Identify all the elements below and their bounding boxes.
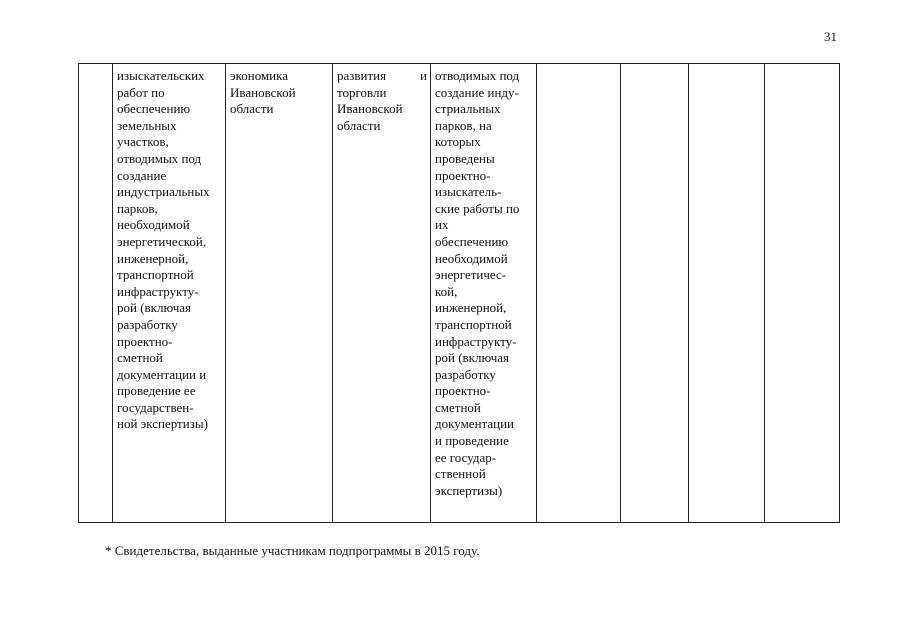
cell-text-line: отводимых под — [117, 150, 202, 166]
cell-text-line: развития и — [337, 68, 427, 83]
cell-text-line: изыскатель- — [435, 184, 502, 200]
cell-text-line: кой, — [435, 283, 458, 299]
page-number: 31 — [824, 29, 837, 44]
cell-text-line: ной экспертизы) — [117, 416, 208, 432]
cell-text-line: обеспечению — [435, 233, 509, 249]
cell-text-line: ственной — [435, 466, 486, 482]
cell-text-line: ее государ- — [435, 449, 497, 465]
table-cell-department — [226, 64, 333, 523]
cell-text-line: документации — [435, 416, 515, 432]
cell-text-line: участков, — [117, 134, 169, 150]
cell-text-line: инженерной, — [435, 300, 507, 316]
cell-text-line: инженерной, — [117, 250, 189, 266]
cell-text-line: инфраструкту- — [435, 333, 517, 349]
table-cell-activity — [113, 64, 226, 523]
table-cell-empty — [621, 64, 689, 523]
cell-text-line: экспертизы) — [435, 482, 503, 498]
cell-text-line: Ивановской — [230, 84, 296, 100]
cell-text-line: проектно- — [435, 383, 491, 399]
cell-text-line: области — [230, 101, 274, 117]
cell-text-line: создание инду- — [435, 84, 519, 100]
cell-text-line: земельных — [117, 117, 177, 133]
cell-text-line: торговли — [337, 84, 387, 100]
cell-text-line: которых — [435, 134, 481, 150]
cell-text-line: парков, — [117, 200, 158, 216]
cell-text-line: разработку — [435, 366, 496, 382]
cell-text-line: необходимой — [435, 250, 508, 266]
cell-text-line: инфраструкту- — [117, 283, 199, 299]
cell-text-line: проведение ее — [117, 383, 196, 399]
cell-text-line: и проведение — [435, 433, 509, 449]
cell-text-line: отводимых под — [435, 68, 520, 83]
cell-text-line: области — [337, 117, 381, 133]
table-row — [79, 64, 840, 523]
cell-text-line: экономика — [230, 68, 289, 83]
cell-text-line: стриальных — [435, 101, 501, 117]
cell-text-line: ские работы по — [435, 200, 520, 216]
cell-text-line: их — [435, 217, 449, 233]
cell-text-line: проектно- — [435, 167, 491, 183]
cell-text-line: проведены — [435, 150, 495, 166]
cell-text-line: работ по — [117, 84, 165, 100]
cell-text-line: энергетичес- — [435, 267, 507, 283]
table-cell-department-2 — [333, 64, 431, 523]
cell-text-line: энергетической, — [117, 233, 207, 249]
cell-text-line: государствен- — [117, 399, 194, 415]
cell-text-line: сметной — [435, 399, 481, 415]
cell-text-line: рой (включая — [435, 350, 509, 366]
cell-text-line: индустриальных — [117, 184, 210, 200]
cell-text-line: парков, на — [435, 117, 492, 133]
cell-text-line: сметной — [117, 350, 163, 366]
cell-text-line: необходимой — [117, 217, 190, 233]
cell-text-line: транспортной — [435, 316, 512, 332]
cell-text-line: проектно- — [117, 333, 173, 349]
table-cell-indicator — [431, 64, 537, 523]
cell-text-line: Ивановской — [337, 101, 403, 117]
cell-text-line: обеспечению — [117, 101, 191, 117]
program-table — [78, 63, 840, 523]
cell-text-line: транспортной — [117, 267, 194, 283]
table-cell-number — [79, 64, 113, 523]
cell-text-line: создание — [117, 167, 167, 183]
table-cell-empty — [689, 64, 765, 523]
cell-text-line: документации и — [117, 366, 207, 382]
footnote: * Свидетельства, выданные участникам подпрограммы в 2015 году. — [105, 543, 480, 558]
cell-text-line: рой (включая — [117, 300, 191, 316]
table-cell-empty — [537, 64, 621, 523]
cell-text-line: изыскательских — [117, 68, 205, 83]
table-cell-empty — [765, 64, 840, 523]
cell-text-line: разработку — [117, 316, 178, 332]
